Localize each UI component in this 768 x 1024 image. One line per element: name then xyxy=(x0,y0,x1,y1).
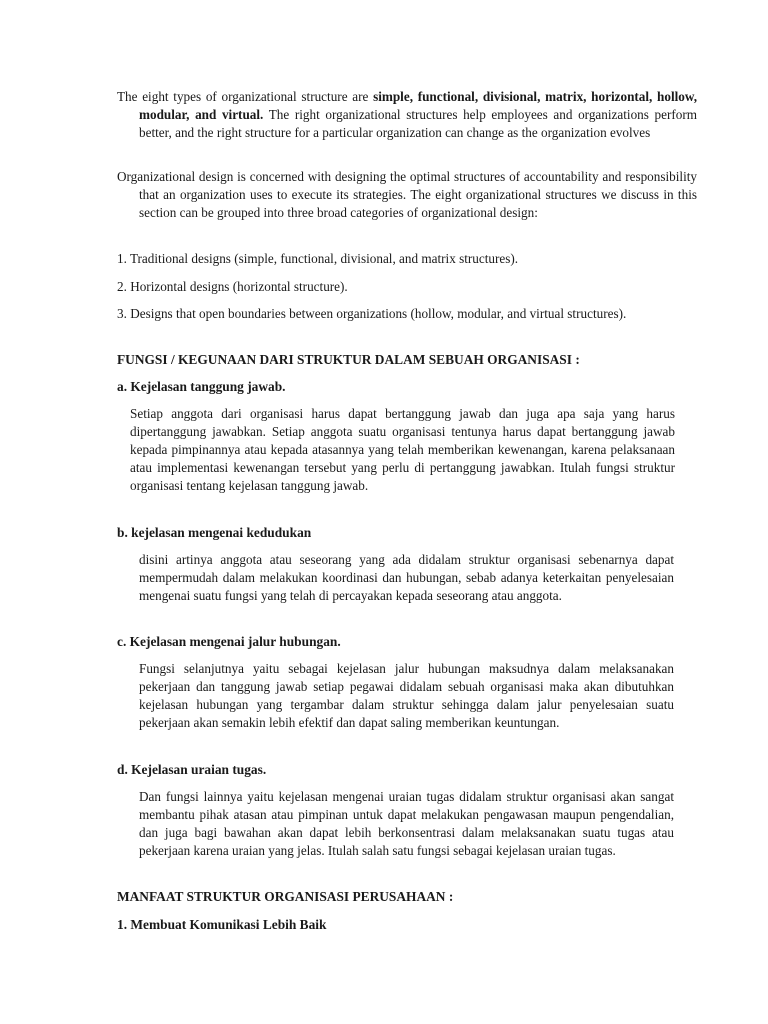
fungsi-item-heading: d. Kejelasan uraian tugas. xyxy=(117,762,267,777)
fungsi-item-body: disini artinya anggota atau seseorang yang ada didalam struktur organisasi sebenarnya dapat mempermudah dalam melakukan koordinasi dan hubungan, sebab adanya keterkaitan penyelesaian mengenai suatu fungsi yang telah di percayakan kepada seseorang atau anggota. xyxy=(139,552,674,604)
intro-rest: The right organizational structures help employees and organizations perform better, and the right structure for a particular organization can change as the organization evolves xyxy=(139,107,697,141)
fungsi-item-heading: b. kejelasan mengenai kedudukan xyxy=(117,525,312,540)
design-paragraph: Organizational design is concerned with designing the optimal structures of accountability and responsibility that an organization uses to execute its strategies. The eight organizational structures we discuss in this section can be grouped into three broad categories of organizational design: xyxy=(117,169,697,221)
fungsi-item-body: Dan fungsi lainnya yaitu kejelasan mengenai uraian tugas didalam struktur organisasi akan sangat membantu pihak atasan atau pimpinan untuk dapat melakukan pengawasan maupun pengendalian, dan juga bagi bawahan akan dapat lebih berkonsentrasi dalam melaksanakan suatu tugas atau pekerjaan karena uraian yang jelas. Itulah salah satu fungsi sebagai kejelasan uraian tugas. xyxy=(139,789,674,859)
structure-types: simple, functional, divisional, matrix, horizontal, hollow, modular, and virtual. xyxy=(139,89,697,123)
category-item: 2. Horizontal designs (horizontal structure). xyxy=(117,279,348,294)
category-item: 3. Designs that open boundaries between organizations (hollow, modular, and virtual structures). xyxy=(117,306,627,321)
manfaat-item: 1. Membuat Komunikasi Lebih Baik xyxy=(117,917,327,932)
intro-paragraph xyxy=(117,88,697,142)
category-item: 1. Traditional designs (simple, functional, divisional, and matrix structures). xyxy=(117,251,519,266)
fungsi-item-heading: c. Kejelasan mengenai jalur hubungan. xyxy=(117,634,341,649)
fungsi-heading: FUNGSI / KEGUNAAN DARI STRUKTUR DALAM SEBUAH ORGANISASI : xyxy=(117,352,580,367)
fungsi-item-body: Setiap anggota dari organisasi harus dapat bertanggung jawab dan juga apa saja yang harus dipertanggung jawabkan. Setiap anggota suatu organisasi tentunya harus dapat bertanggung jawab kepada pimpinannya atau kepada atasannya yang telah memberikan kewenangan, karena pelaksanaan atau implementasi kewenangan tersebut yang perlu di pertanggung jawabkan. Itulah fungsi struktur organisasi tentang kejelasan tanggung jawab. xyxy=(130,406,675,494)
manfaat-heading: MANFAAT STRUKTUR ORGANISASI PERUSAHAAN : xyxy=(117,889,454,904)
fungsi-item-body: Fungsi selanjutnya yaitu sebagai kejelasan jalur hubungan maksudnya dalam melaksanakan pekerjaan dan tanggung jawab setiap pegawai didalam sebuah organisasi maka akan dibutuhkan kejelasan hubungan yang tergambar dalam struktur sehingga dalam jalur penyelesaian suatu pekerjaan akan semakin lebih efektif dan dapat saling memberikan keuntungan. xyxy=(139,661,674,731)
fungsi-item-heading: a. Kejelasan tanggung jawab. xyxy=(117,379,286,394)
intro-lead: The eight types of organizational structure are xyxy=(117,89,374,104)
